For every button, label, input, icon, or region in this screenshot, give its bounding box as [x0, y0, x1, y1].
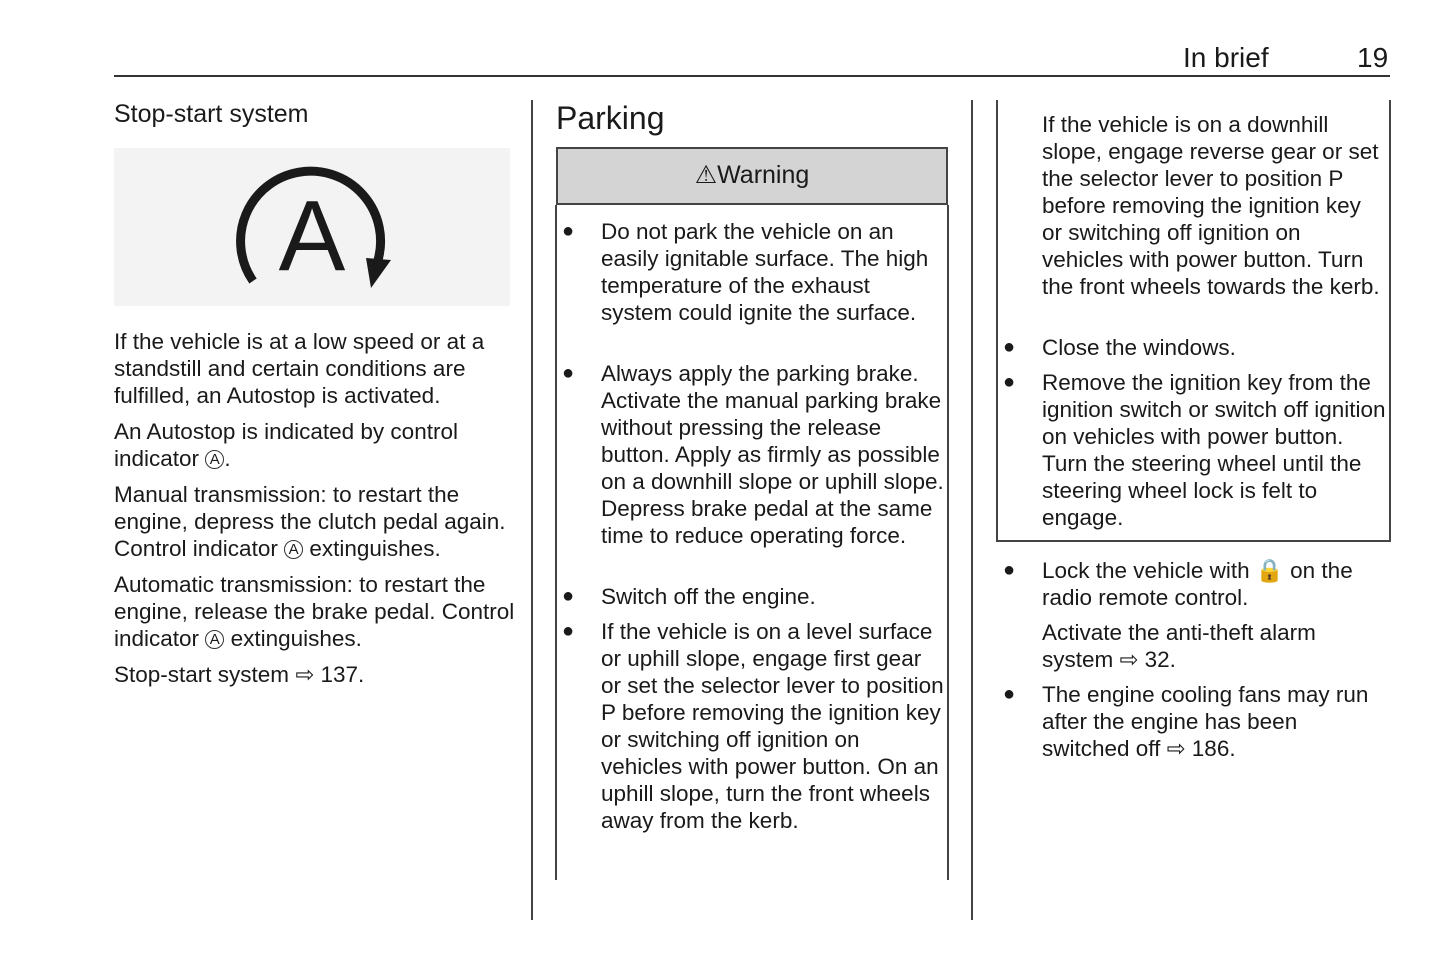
paragraph: If the vehicle is at a low speed or at a standstill and certain conditions are fulfilled, an Autostop is activated. — [114, 329, 485, 408]
text-run: . — [224, 446, 231, 471]
paragraph — [114, 481, 524, 562]
running-header-title: In brief — [1183, 42, 1269, 73]
bullet-icon: ● — [1003, 371, 1016, 393]
paragraph — [114, 571, 524, 652]
text-run: Manual transmission: to restart the engine, depress the clutch pedal again. Control indicator — [114, 482, 506, 561]
bullet-icon: ● — [562, 620, 575, 642]
bullet-icon: ● — [562, 220, 575, 242]
header-rule — [114, 75, 1390, 77]
section-title-stop-start: Stop-start system — [114, 100, 309, 128]
autostop-indicator-icon: A — [205, 630, 224, 649]
autostop-indicator-icon: A — [284, 540, 303, 559]
page-number: 19 — [1357, 42, 1389, 73]
column-divider — [531, 100, 533, 920]
list-item: Do not park the vehicle on an easily ignitable surface. The high temperature of the exhaust system could ignite the surface. — [601, 219, 929, 325]
bullet-icon: ● — [1003, 683, 1016, 705]
cross-reference[interactable] — [114, 661, 524, 688]
stop-start-body — [114, 328, 524, 697]
lock-icon: 🔒 — [1255, 558, 1284, 583]
text-run: Lock the vehicle with — [1042, 558, 1250, 583]
page-reference: 32. — [1144, 647, 1176, 672]
bullet-icon: ● — [1003, 336, 1016, 358]
list-item: Always apply the parking brake. Activate the manual parking brake without pressing the release button. Apply as firmly as possible on a downhill slope or uphill slope. Depress brake pedal at the same time to reduce operating force. — [601, 361, 944, 548]
autostop-indicator-icon — [114, 148, 510, 306]
list-item: Remove the ignition key from the ignition switch or switch off ignition on vehicles with power button. Turn the steering wheel until the steering wheel lock is felt to engage. — [1042, 370, 1386, 530]
bullet-icon: ● — [1003, 559, 1016, 581]
bullet-icon: ● — [562, 362, 575, 384]
autostop-figure — [114, 148, 510, 306]
list-item[interactable] — [1042, 681, 1387, 762]
list-item: If the vehicle is on a level surface or uphill slope, engage first gear or set the selector lever to position P before removing the ignition key or switching off ignition on vehicles with power button. On an uphill slope, turn the front wheels away from the kerb. — [601, 619, 944, 833]
autostop-letter: A — [278, 180, 346, 292]
bullet-icon: ● — [562, 585, 575, 607]
text-run: An Autostop is indicated by control indicator — [114, 419, 458, 471]
text-run: The engine cooling fans may run after the engine has been switched off — [1042, 682, 1369, 761]
parking-warning-list — [556, 218, 948, 878]
cross-reference[interactable] — [1042, 619, 1387, 673]
section-title-parking: Parking — [556, 100, 665, 136]
page-reference: 137. — [320, 662, 365, 687]
list-item — [1042, 557, 1387, 611]
page-reference: 186. — [1191, 736, 1236, 761]
text-run: Automatic transmission: to restart the engine, release the brake pedal. Control indicator — [114, 572, 515, 651]
warning-triangle-icon: ⚠ — [694, 161, 718, 189]
autostop-indicator-icon: A — [205, 450, 224, 469]
reference-arrow-icon: ⇨ — [1166, 736, 1186, 761]
text-run: extinguishes. — [230, 626, 362, 651]
paragraph — [114, 418, 524, 472]
reference-arrow-icon: ⇨ — [1119, 647, 1139, 672]
warning-heading — [556, 160, 948, 190]
warning-label: Warning — [717, 161, 810, 189]
text-run: Activate the anti-theft alarm system — [1042, 620, 1316, 672]
parking-notes — [997, 557, 1390, 777]
text-run: extinguishes. — [309, 536, 441, 561]
reference-arrow-icon: ⇨ — [295, 662, 315, 687]
list-item-continuation: If the vehicle is on a downhill slope, engage reverse gear or set the selector lever to position P before removing the ignition key or switching off ignition on vehicles with power button. Turn the front wheels towards the kerb. — [1042, 112, 1380, 299]
text-run: Stop-start system — [114, 662, 290, 687]
column-divider — [971, 100, 973, 920]
list-item: Close the windows. — [1042, 335, 1236, 360]
list-item: Switch off the engine. — [601, 584, 816, 609]
text-run: on the radio remote control. — [1042, 558, 1353, 610]
parking-warning-continued — [997, 111, 1390, 541]
